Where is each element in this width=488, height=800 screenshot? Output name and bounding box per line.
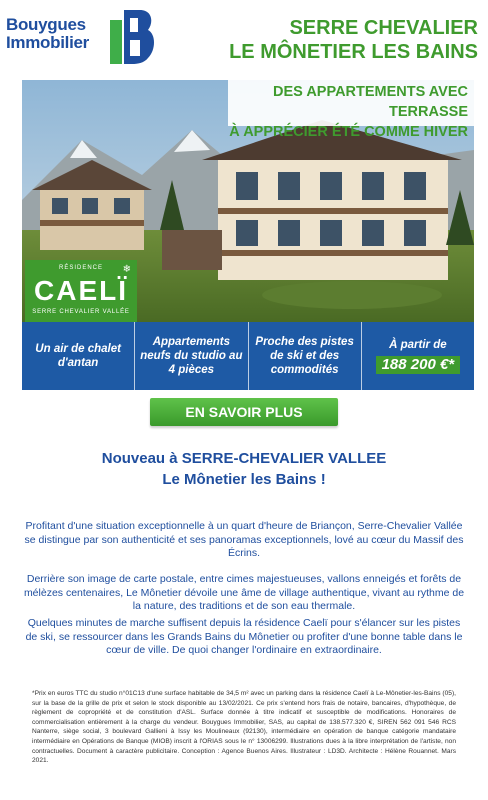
features-band [22,322,474,390]
paragraph-1: Profitant d'une situation exceptionnelle à un quart d'heure de Briançon, Serre-Chevalier Vallée se distingue par son authenticité et ses panoramas exceptionnels, lové au cœur du Massif des Écrins. [24,520,464,559]
hero-banner[interactable] [22,80,474,322]
paragraph-2: Derrière son image de carte postale, entre cimes majestueuses, vallons enneigés et forêts de mélèzes centenaires, Le Mônetier dévoile une âme de village authentique, vivant au rythme de la nature, des traditions et de son eau thermale. [23,573,465,612]
residence-subtitle: SERRE CHEVALIER VALLÉE [32,309,130,315]
feature-chalet: Un air de chalet d'antan [22,322,135,390]
residence-caeli-logo [25,260,137,322]
residence-label: RÉSIDENCE [58,265,103,271]
snowflake-icon: ❄ [122,264,131,275]
content-title [0,448,488,490]
feature-price [362,322,474,390]
bouygues-immobilier-logo[interactable] [6,10,156,70]
paragraph-3: Quelques minutes de marche suffisent depuis la résidence Caelï pour s'élancer sur les pistes de ski, se ressourcer dans les Grands Bains du Mônetier ou profiter d'une bonne table dans le cœur de ville. De quoi changer l'ordinaire en extraordinaire. [25,617,463,656]
location-line-1: SERRE CHEVALIER [289,17,478,39]
feature-ski: Proche des pistes de ski et des commodités [249,322,362,390]
location-line-2: LE MÔNETIER LES BAINS [229,41,478,63]
logo-line-1: Bouygues [6,15,86,34]
location-title [229,16,478,64]
headline-line-1: DES APPARTEMENTS AVEC TERRASSE [273,84,468,120]
en-savoir-plus-button[interactable]: EN SAVOIR PLUS [150,398,338,426]
title-line-1: Nouveau à SERRE-CHEVALIER VALLEE [101,450,387,467]
legal-notice: *Prix en euros TTC du studio n°01C13 d'une surface habitable de 34,5 m² avec un parking dans la résidence Caelï à Le-Mônetier-les-Bains (05), sur la base de la grille de prix et selon le stock disponible au 13/02/2021. Ce prix s'entend hors frais de notaire, bancaires, d'hypothèque, de règlement de copropriété et de constitution d'ASL. Surface donnée à titre indicatif et susceptible de modifications. Honoraires de commercialisation entièrement à la charge du vendeur. Bouygues Immobilier, SAS, au capital de 138.577.320 €, SIREN 562 091 546 RCS Nanterre, siège social, 3 boulevard Gallieni à Issy les Moulineaux (92130), intermédiaire en opération de banque catégorie mandataire intermédiaire en Opérations de Banque (MIOB) inscrit à l'ORIAS sous le n° 13006299. Illustrations dues à la libre interprétation de l'artiste, non contractuelles. Document à caractère publicitaire. Conception : Agence Buenos Aires. Illustrateur : LD3D. Architecte : Hélène Rouannet. Mars 2021. [32,690,456,765]
feature-apartments: Appartements neufs du studio au 4 pièces [135,322,248,390]
headline-line-2: À APPRÉCIER ÉTÉ COMME HIVER [229,124,468,140]
email-header [0,0,488,74]
residence-name: CAELÏ [34,275,128,306]
logo-b-mark-icon [110,10,156,66]
hero-headline [228,80,474,140]
price-value: 188 200 €* [376,356,461,374]
logo-line-2: Immobilier [6,33,89,52]
price-prefix: À partir de [389,339,447,351]
title-line-2: Le Mônetier les Bains ! [162,471,326,488]
logo-wordmark [6,16,89,52]
